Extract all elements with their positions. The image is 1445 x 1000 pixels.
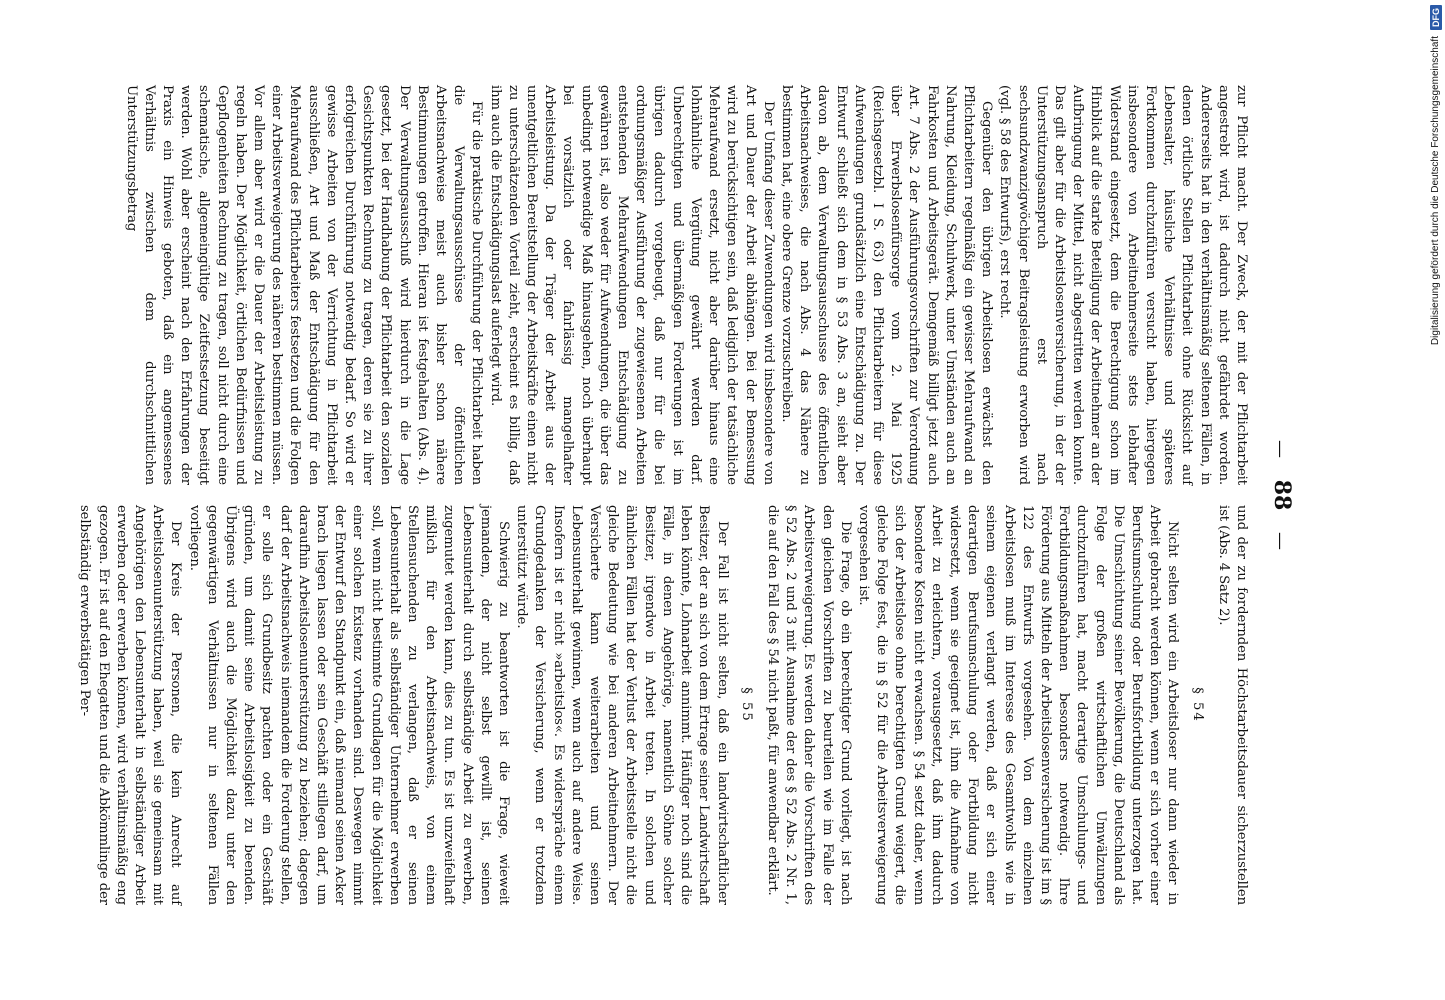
- section-heading: § 54: [1189, 687, 1205, 723]
- paragraph: Der Fall ist nicht selten, daß ein landwirtschaftlicher Besitzer, der an sich von dem Ertrage seiner Landwirtschaft leben könnte, Lohnarbeit annimmt. Häufiger noch sind die Fälle, in denen Angehörige, namentlich Söhne solcher Besitzer, irgendwo in Arbeit treten. In solchen und ähnlichen Fällen hat der Verlust der Arbeitsstelle nicht die gleiche Bedeutung wie bei anderen Arbeitnehmern. Der Versicherte kann weiterarbeiten und seinen Lebensunterhalt gewinnen, wenn auch auf andere Weise. Insofern ist er nicht »arbeitslos«. Es widerspräche einem Grundgedanken der Versicherung, wenn er trotzdem unterstützt würde.: [514, 505, 730, 905]
- sidebar-credit: [1409, 5, 1441, 995]
- header-dash-left: —: [1270, 440, 1291, 459]
- rotated-page: [77, 85, 1295, 905]
- left-column: [120, 85, 1250, 485]
- paragraph: und der zu fordernden Höchstarbeitsdauer sicherzustellen ist (Abs. 4 Satz 2).: [1215, 505, 1249, 905]
- paragraph: Der Kreis der Personen, die kein Anrecht auf Arbeitslosenunterstützung haben, weil sie gemeinsam mit Angehörigen den Lebensunterhalt in selbständiger Arbeit erwerben oder erwerben können, wird verhältnismäßig eng gezogen. Er ist auf den Ehegatten und die Abkömmlinge der selbständig erwerbstätigen Per-: [77, 505, 184, 905]
- header-dash-right: —: [1270, 531, 1291, 550]
- credit-text: Digitalisierung gefördert durch die Deutsche Forschungsgemeinschaft: [1430, 36, 1441, 346]
- paragraph: Gegenüber den übrigen Arbeitslosen erwächst den Pflichtarbeitern regelmäßig ein gewisser Mehraufwand an Nahrung, Kleidung, Schuhwerk, unter Umständen auch an Fahrkosten und Arbeitsgerät. Demgemäß billigt jetzt auch Art. 7 Abs. 2 der Ausführungsvorschriften zur Verordnung über Erwerbslosenfürsorge vom 2. Mai 1925 (Reichsgesetzbl. I S. 63) den Pflichtarbeitern für diese Aufwendungen grundsätzlich eine Entschädigung zu. Der Entwurf schließt sich dem in § 53 Abs. 3 an, sieht aber davon ab, dem Verwaltungsausschusse des öffentlichen Arbeitsnachweises, die nach Abs. 4 das Nähere zu bestimmen hat, eine obere Grenze vorzuschreiben.: [778, 85, 995, 485]
- paragraph: Die Frage, ob ein berechtigter Grund vorliegt, ist nach den gleichen Vorschriften zu beurteilen wie im Falle der Arbeitsverweigerung. Es werden daher die Vorschriften des § 52 Abs. 2 und 3 mit Ausnahme der des § 52 Abs. 2 Nr. 1, die auf den Fall des § 54 nicht paßt, für anwendbar erklärt.: [764, 505, 853, 905]
- paragraph: Nicht selten wird ein Arbeitsloser nur dann wieder in Arbeit gebracht werden können, wenn er sich vorher einer Berufsumschulung oder Berufsfortbildung unterzogen hat. Die Umschichtung seiner Bevölkerung, die Deutschland als Folge der großen wirtschaftlichen Umwälzungen durchzuführen hat, macht derartige Umschulungs- und Fortbildungsmaßnahmen besonders notwendig. Ihre Förderung aus Mitteln der Arbeitslosenversicherung ist im § 122 des Entwurfs vorgesehen. Von dem einzelnen Arbeitslosen muß im Interesse des Gesamtwohls wie in seinem eigenen verlangt werden, daß er sich einer derartigen Berufsumschulung oder Fortbildung nicht widersetzt, wenn sie geeignet ist, ihm die Aufnahme von Arbeit zu erleichtern, vorausgesetzt, daß ihm dadurch besondere Kosten nicht erwachsen. § 54 setzt daher, wenn sich der Arbeitslose ohne berechtigten Grund weigert, die gleiche Folge fest, die in § 52 für die Arbeitsverweigerung vorgesehen ist.: [855, 505, 1181, 905]
- paragraph: zur Pflicht macht. Der Zweck, der mit der Pflichtarbeit angestrebt wird, ist dadurch nicht gefährdet worden. Andererseits hat in den verhältnismäßig seltenen Fällen, in denen örtliche Stellen Pflichtarbeit ohne Rücksicht auf Lebensalter, häusliche Verhältnisse und späteres Fortkommen durchzuführen versucht haben, hiergegen insbesondere von Arbeitnehmerseite stets lebhafter Widerstand eingesetzt, dem die Berechtigung schon im Hinblick auf die starke Beteiligung der Arbeitnehmer an der Aufbringung der Mittel, nicht abgestritten werden konnte. Das gilt aber für die Arbeitslosenversicherung, in der der Unterstützungsanspruch erst nach sechsundzwanzigwöchiger Beitragsleistung erworben wird (vgl. § 58 des Entwurfs), erst recht.: [997, 85, 1249, 485]
- page-number: 88: [1269, 479, 1295, 511]
- dfg-logo: DFG: [1430, 5, 1442, 30]
- page-header: [1255, 85, 1295, 905]
- paragraph: Für die praktische Durchführung der Pflichtarbeit haben die Verwaltungsausschüsse der öffentlichen Arbeitsnachweise meist auch bisher schon nähere Bestimmungen getroffen. Hieran ist festgehalten (Abs. 4). Der Verwaltungsausschuß wird hierdurch in die Lage gesetzt, bei der Handhabung der Pflichtarbeit den sozialen Gesichtspunkten Rechnung zu tragen, deren sie zu ihrer erfolgreichen Durchführung notwendig bedarf. So wird er gewisse Arbeiten von der Verrichtung in Pflichtarbeit ausschließen, Art und Maß der Entschädigung für den Mehraufwand des Pflichtarbeiters festsetzen und die Folgen einer Arbeitsverweigerung des näheren bestimmen müssen. Vor allem aber wird er die Dauer der Arbeitsleistung zu regeln haben. Der Möglichkeit, örtlichen Bedürfnissen und Gepflogenheiten Rechnung zu tragen, soll nicht durch eine schematische, allgemeingültige Zeitfestsetzung beseitigt werden. Wohl aber erscheint nach den Erfahrungen der Praxis ein Hinweis geboten, daß ein angemessenes Verhältnis zwischen dem durchschnittlichen Unterstützungsbetrag: [123, 85, 485, 485]
- paragraph: Der Umfang dieser Zuwendungen wird insbesondere von Art und Dauer der Arbeit abhängen. Bei der Bemessung wird zu berücksichtigen sein, daß lediglich der tatsächliche Mehraufwand ersetzt, nicht aber darüber hinaus eine lohnähnliche Vergütung gewährt werden darf. Unberechtigten und übermäßigen Forderungen ist im übrigen dadurch vorgebeugt, daß nur für die bei ordnungsmäßiger Ausführung der zugewiesenen Arbeiten entstehenden Mehraufwendungen Entschädigung zu gewähren ist, also weder für Aufwendungen, die über das unbedingt notwendige Maß hinausgehen, noch überhaupt bei vorsätzlich oder fahrlässig mangelhafter Arbeitsleistung. Da der Träger der Arbeit aus der unentgeltlichen Bereitstellung der Arbeitskräfte einen nicht zu unterschätzenden Vorteil zieht, erscheint es billig, daß ihm auch die Entschädigungslast auferlegt wird.: [487, 85, 776, 485]
- right-column: [77, 505, 1250, 905]
- section-heading: § 55: [738, 687, 754, 723]
- paragraph: Schwierig zu beantworten ist die Frage, wieweit jemandem, der nicht selbst gewillt ist, seinen Lebensunterhalt durch selbständige Arbeit zu erwerben, zugemutet werden kann, dies zu tun. Es ist unzweifelhaft mißlich für den Arbeitsnachweis, von einem Stellensuchenden zu verlangen, daß er seinen Lebensunterhalt als selbständiger Unternehmer erwerben soll, wenn nicht bestimmte Grundlagen für die Möglichkeit einer solchen Existenz vorhanden sind. Deswegen nimmt der Entwurf den Standpunkt ein, daß niemand seinen Acker brach liegen lassen oder sein Geschäft stillegen darf, um daraufhin Arbeitslosenunterstützung zu beziehen; dagegen darf der Arbeitsnachweis niemandem die Forderung stellen, er solle sich Grundbesitz pachten oder ein Geschäft gründen, um damit seine Arbeitslosigkeit zu beenden. Übrigens wird auch die Möglichkeit dazu unter den gegenwärtigen Verhältnissen nur in seltenen Fällen vorliegen.: [186, 505, 512, 905]
